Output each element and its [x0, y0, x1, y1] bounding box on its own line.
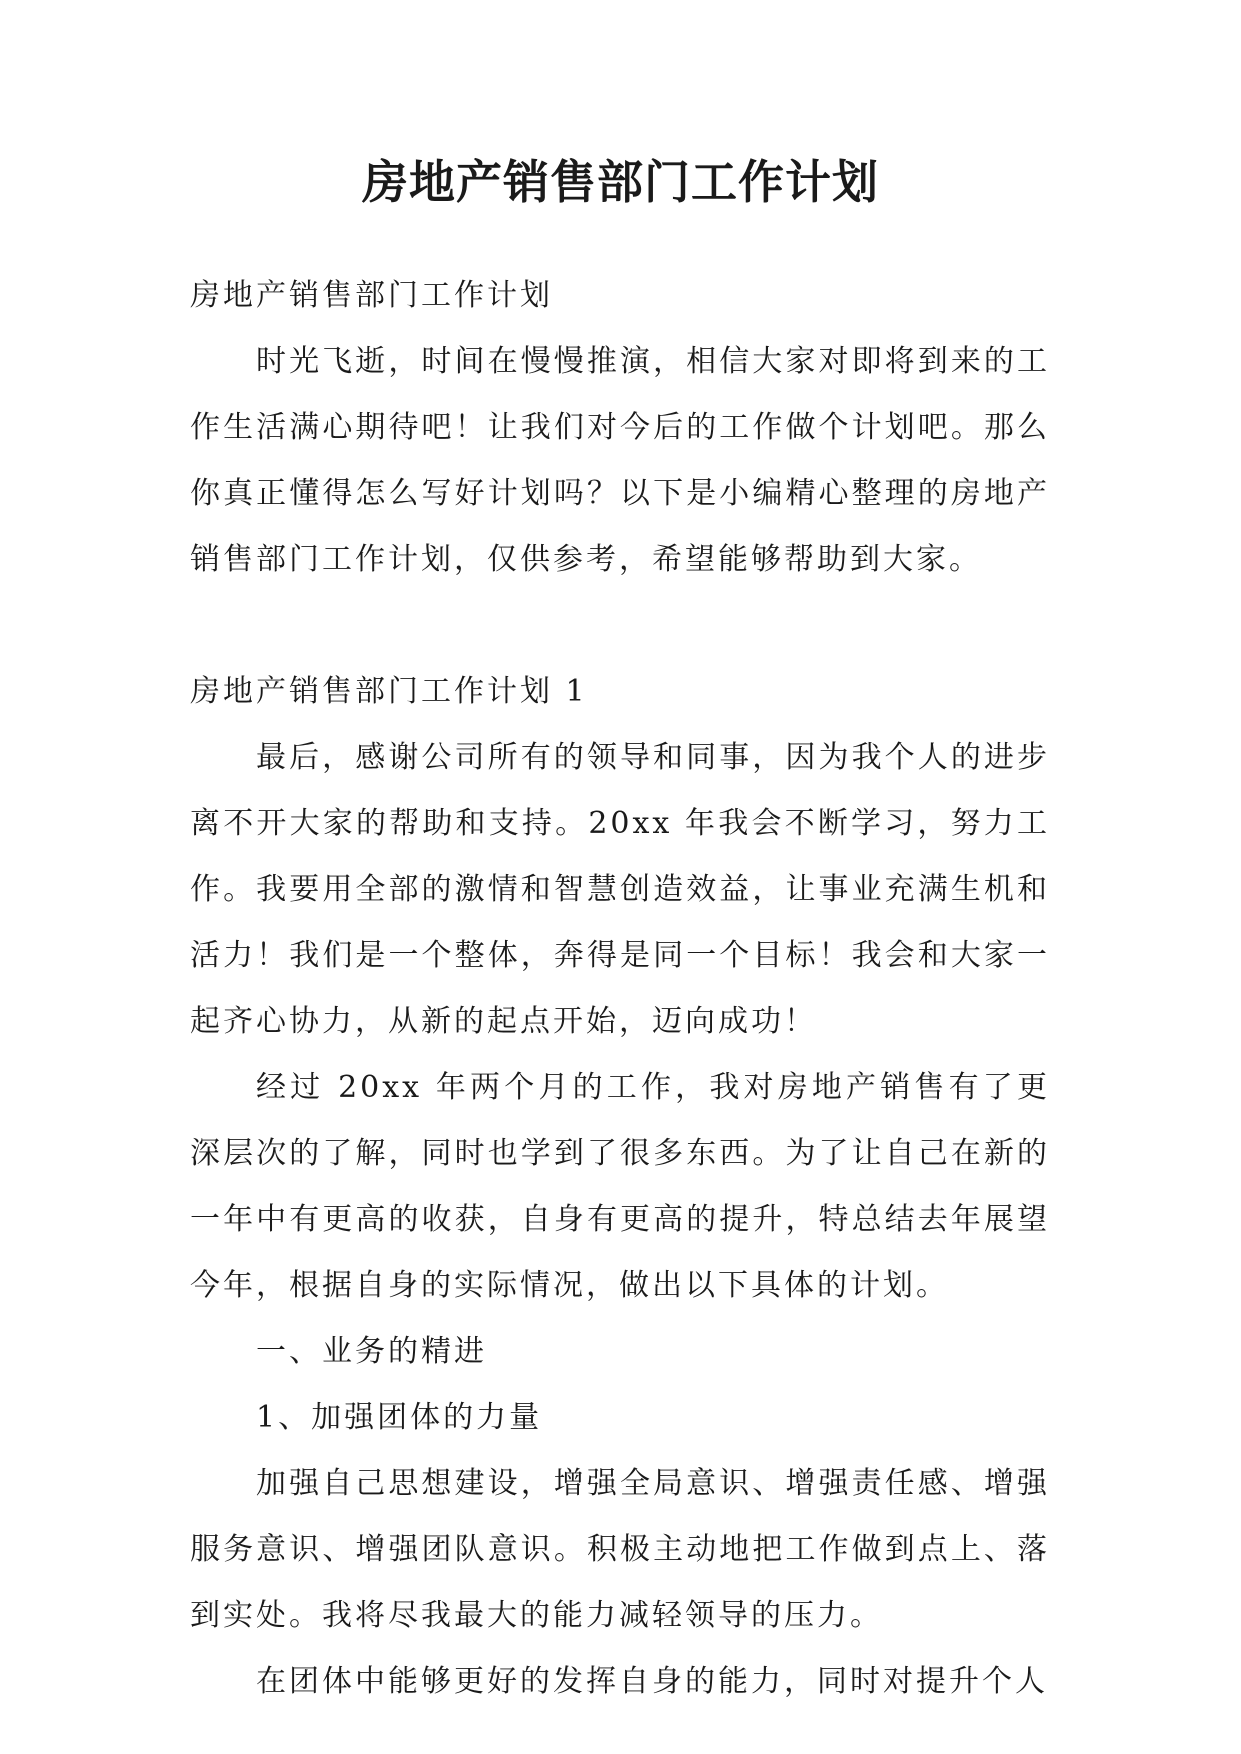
list-heading: 一、业务的精进	[256, 1334, 487, 1369]
section-heading: 房地产销售部门工作计划 1	[190, 674, 588, 709]
paragraph: 加强自己思想建设，增强全局意识、增强责任感、增强服务意识、增强团队意识。积极主动地把工作做到点上、落到实处。我将尽我最大的能力减轻领导的压力。	[190, 1466, 1050, 1633]
list-subheading: 1、加强团体的力量	[256, 1400, 543, 1435]
document-title: 房地产销售部门工作计划	[362, 155, 879, 209]
paragraph-intro: 时光飞逝，时间在慢慢推演，相信大家对即将到来的工作生活满心期待吧！让我们对今后的工作做个计划吧。那么你真正懂得怎么写好计划吗？以下是小编精心整理的房地产销售部门工作计划，仅供参考，希望能够帮助到大家。	[190, 344, 1050, 577]
document-body	[190, 263, 1050, 1715]
paragraph: 最后，感谢公司所有的领导和同事，因为我个人的进步离不开大家的帮助和支持。20xx 年我会不断学习，努力工作。我要用全部的激情和智慧创造效益，让事业充满生机和活力！我们是一个整体，奔得是同一个目标！我会和大家一起齐心协力，从新的起点开始，迈向成功！	[190, 740, 1050, 1039]
paragraph-subtitle: 房地产销售部门工作计划	[190, 278, 553, 313]
paragraph: 在团体中能够更好的发挥自身的能力，同时对提升个人	[256, 1664, 1048, 1699]
paragraph: 经过 20xx 年两个月的工作，我对房地产销售有了更深层次的了解，同时也学到了很多东西。为了让自己在新的一年中有更高的收获，自身有更高的提升，特总结去年展望今年，根据自身的实际情况，做出以下具体的计划。	[190, 1070, 1050, 1303]
